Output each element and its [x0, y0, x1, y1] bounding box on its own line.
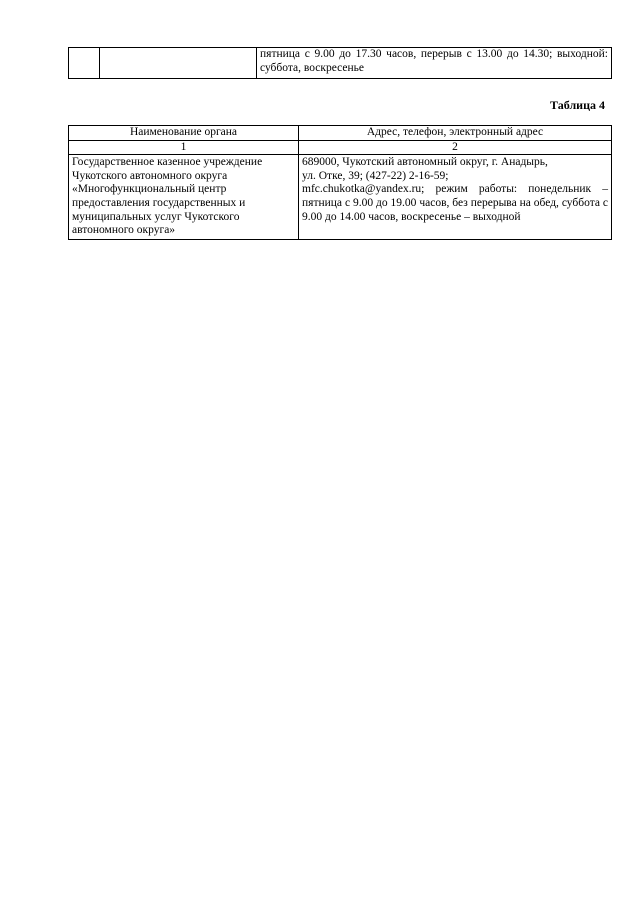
email-hours-line: mfc.chukotka@yandex.ru; режим работы: понедельник – пятница с 9.00 до 19.00 часов, без перерыва на обед, суббота с 9.00 до 14.00 часов, воскресенье – выходной	[302, 183, 608, 223]
header-organ: Наименование органа	[69, 126, 299, 141]
previous-table-fragment	[68, 47, 612, 79]
table-cell-number	[69, 48, 100, 79]
header-address: Адрес, телефон, электронный адрес	[299, 126, 612, 141]
column-number-1: 1	[69, 140, 299, 155]
table-row	[69, 48, 612, 79]
address-line: 689000, Чукотский автономный округ, г. Анадырь,	[302, 156, 548, 169]
table-cell-name	[100, 48, 257, 79]
column-number-2: 2	[299, 140, 612, 155]
table-row	[69, 155, 612, 240]
phone-line: ул. Отке, 39; (427-22) 2-16-59;	[302, 169, 449, 182]
organ-cell: Государственное казенное учреждение Чукотского автономного округа «Многофункциональный центр предоставления государственных и муниципальных услуг Чукотского автономного округа»	[69, 155, 299, 240]
table-4-label: Таблица 4	[550, 98, 605, 112]
address-cell	[299, 155, 612, 240]
table-header-row	[69, 126, 612, 141]
column-number-row	[69, 140, 612, 155]
table-cell-hours: пятница с 9.00 до 17.30 часов, перерыв с 13.00 до 14.30; выходной: суббота, воскресенье	[257, 48, 612, 79]
table-4	[68, 125, 612, 240]
